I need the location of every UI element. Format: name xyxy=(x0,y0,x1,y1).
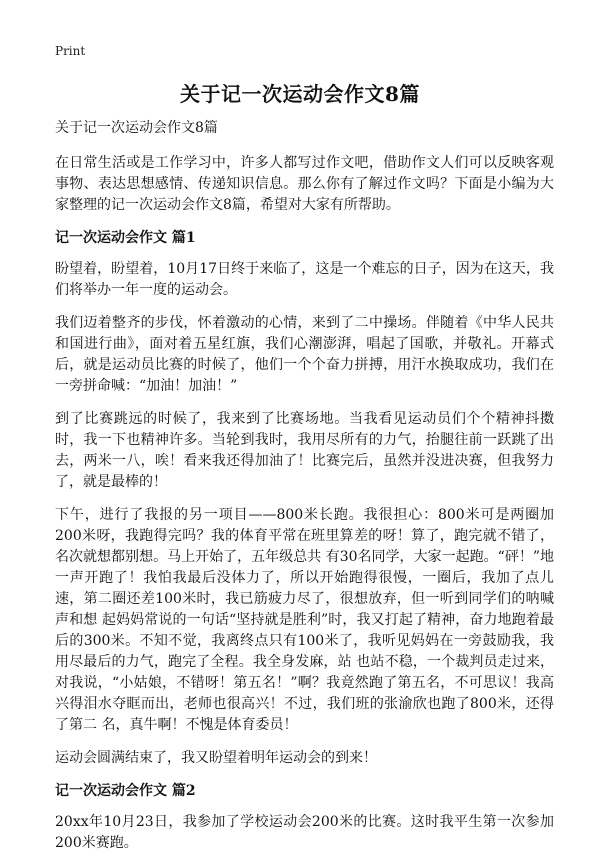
paragraph: 我们迈着整齐的步伐，怀着激动的心情，来到了二中操场。伴随着《中华人民共和国进行曲》，面对着五星红旗，我们心潮澎湃，唱起了国歌，并敬礼。开幕式后，就是运动员比赛的时候了，他们一个个奋力拼搏，用汗水换取成功，我们在一旁拼命喊：“加油！加油！” xyxy=(55,315,554,394)
document-subtitle: 关于记一次运动会作文8篇 xyxy=(55,120,218,136)
paragraph: 20xx年10月23日，我参加了学校运动会200米的比赛。这时我平生第一次参加200米赛跑。 xyxy=(55,814,554,851)
paragraph: 运动会圆满结束了，我又盼望着明年运动会的到来！ xyxy=(55,750,377,766)
paragraph: 下午，进行了我报的另一项目——800米长跑。我很担心：800米可是两圈加200米呀，我跑得完吗？我的体育平常在班里算差的呀！算了，跑完就不错了，名次就想都别想。马上开始了，五年级总共 有30名同学，大家一起跑。“砰！”地一声开跑了！我怕我最后没体力了，所以开始跑得很慢，一圈后，我加了点儿速，第二圈还差100米时，我已筋疲力尽了，很想放弃，但一听到同学们的呐喊声和想 起妈妈常说的一句话“坚持就是胜利”时，我又打起了精神，奋力地跑着最后的300米。不知不觉，我离终点只有100米了，我听见妈妈在一旁鼓励我，我用尽最后的力气，跑完了全程。我全身发麻，站 也站不稳，一个裁判员走过来，对我说，“小姑娘，不错呀！第五名！”啊？我竟然跑了第五名，不可思议！我高兴得泪水夺眶而出，老师也很高兴！不过，我们班的张渝欣也跑了800米，还得了第二 名，真牛啊！不愧是体育委员！ xyxy=(55,507,554,733)
document-title: 关于记一次运动会作文8篇 xyxy=(180,82,420,106)
section-heading: 记一次运动会作文 篇1 xyxy=(55,230,196,246)
paragraph: 盼望着，盼望着，10月17日终于来临了，这是一个难忘的日子，因为在这天，我们将举办一年一度的运动会。 xyxy=(55,261,554,298)
document-body xyxy=(55,118,554,866)
section-heading: 记一次运动会作文 篇2 xyxy=(55,783,196,799)
intro-paragraph: 在日常生活或是工作学习中，许多人都写过作文吧，借助作文人们可以反映客观事物、表达思想感情、传递知识信息。那么你有了解过作文吗？下面是小编为大家整理的记一次运动会作文8篇，希望对大家有所帮助。 xyxy=(55,155,554,213)
print-label: Print xyxy=(55,44,86,58)
paragraph: 到了比赛跳远的时候了，我来到了比赛场地。当我看见运动员们个个精神抖擞时，我一下也精神许多。当轮到我时，我用尽所有的力气，抬腿往前一跃跳了出去，两米一八，唉！看来我还得加油了！比赛完后，虽然并没进决赛，但我努力了，就是最棒的！ xyxy=(55,411,554,490)
